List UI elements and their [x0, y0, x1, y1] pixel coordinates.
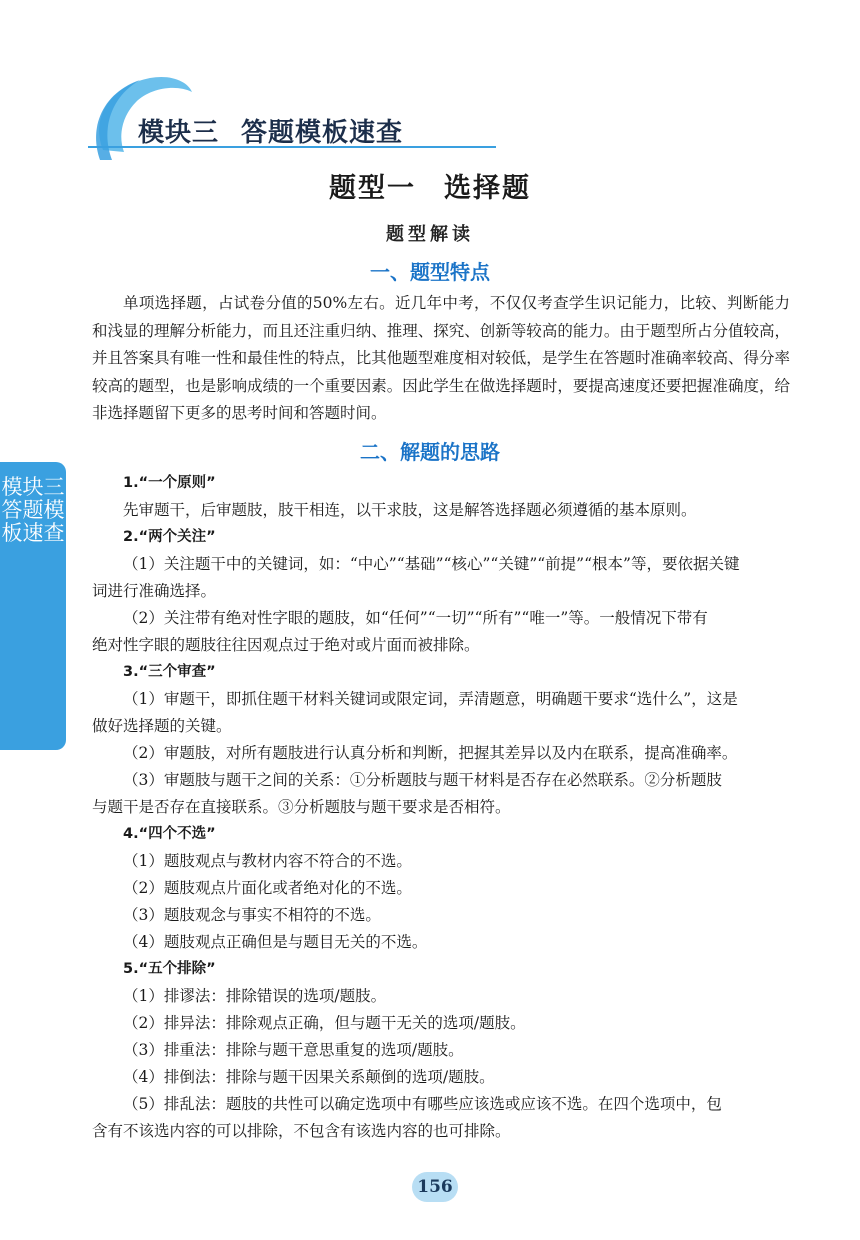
text-line: （3）题肢观念与事实不相符的不选。	[123, 906, 381, 924]
text-line: （2）审题肢，对所有题肢进行认真分析和判断，把握其差异以及内在联系，提高准确率。	[123, 744, 738, 762]
text-line: （3）审题肢与题干之间的关系：①分析题肢与题干材料是否存在必然联系。②分析题肢	[123, 771, 722, 789]
text-line: （1）关注题干中的关键词，如：“中心”“基础”“核心”“关键”“前提”“根本”等，要依据关键	[123, 555, 740, 573]
features-paragraph: 单项选择题，占试卷分值的50%左右。近几年中考，不仅仅考查学生识记能力，比较、判断能力和浅显的理解分析能力，而且还注重归纳、推理、探究、创新等较高的能力。由于题型所占分值较高，并且答案具有唯一性和最佳性的特点，比其他题型难度相对较低，是学生在答题时准确率较高、得分率较高的题型，也是影响成绩的一个重要因素。因此学生在做选择题时，要提高速度还要把握准确度，给非选择题留下更多的思考时间和答题时间。	[92, 294, 790, 422]
rule-heading-3: 3.“三个审查”	[123, 664, 216, 680]
type-number: 题型一	[329, 173, 416, 204]
rule-heading-5: 5.“五个排除”	[123, 961, 216, 977]
text-line: （2）关注带有绝对性字眼的题肢，如“任何”“一切”“所有”“唯一”等。一般情况下带有	[123, 609, 708, 627]
page-header	[0, 0, 860, 180]
subheading: 题型解读	[386, 224, 474, 245]
rule-heading-2: 2.“两个关注”	[123, 529, 216, 545]
text-line: （3）排重法：排除与题干意思重复的选项/题肢。	[123, 1041, 464, 1059]
text-line: 先审题干，后审题肢，肢干相连，以干求肢，这是解答选择题必须遵循的基本原则。	[123, 501, 697, 519]
type-name: 选择题	[444, 173, 531, 204]
rule-heading-4: 4.“四个不选”	[123, 826, 216, 842]
module-name: 答题模板速查	[241, 118, 404, 148]
page-number: 156	[412, 1172, 458, 1202]
text-line: 与题干是否存在直接联系。③分析题肢与题干要求是否相符。	[92, 798, 511, 816]
side-tab	[0, 462, 66, 750]
text-line: （1）排谬法：排除错误的选项/题肢。	[123, 987, 387, 1005]
text-line: （1）题肢观点与教材内容不符合的不选。	[123, 852, 412, 870]
module-title	[138, 112, 403, 149]
text-line: （5）排乱法：题肢的共性可以确定选项中有哪些应该选或应该不选。在四个选项中，包	[123, 1095, 722, 1113]
text-line: 绝对性字眼的题肢往往因观点过于绝对或片面而被排除。	[92, 636, 480, 654]
text-line: （4）排倒法：排除与题干因果关系颠倒的选项/题肢。	[123, 1068, 495, 1086]
section-title-features: 一、题型特点	[370, 260, 490, 284]
text-line: （2）题肢观点片面化或者绝对化的不选。	[123, 879, 412, 897]
text-line: （4）题肢观点正确但是与题目无关的不选。	[123, 933, 428, 951]
text-line: （1）审题干，即抓住题干材料关键词或限定词，弄清题意，明确题干要求“选什么”，这是	[123, 690, 738, 708]
section-title-approach: 二、解题的思路	[360, 440, 500, 464]
text-line: 做好选择题的关键。	[92, 717, 232, 735]
rule-heading-1: 1.“一个原则”	[123, 475, 216, 491]
text-line: 含有不该选内容的可以排除，不包含有该选内容的也可排除。	[92, 1122, 511, 1140]
module-number: 模块三	[138, 118, 220, 148]
text-line: （2）排异法：排除观点正确，但与题干无关的选项/题肢。	[123, 1014, 526, 1032]
side-tab-label: 模块三 答题模板速查	[1, 475, 65, 545]
text-line: 词进行准确选择。	[92, 582, 217, 600]
header-swoosh-decoration	[0, 0, 860, 180]
question-type-title	[0, 166, 860, 205]
